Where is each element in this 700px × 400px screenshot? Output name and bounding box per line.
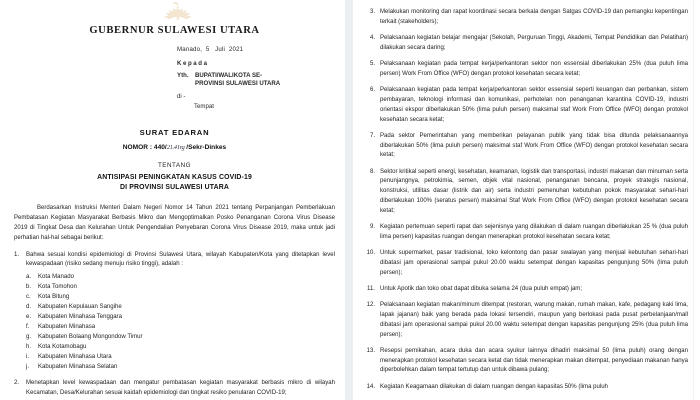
list-item <box>365 285 688 295</box>
list-item-marker: a. <box>26 274 32 281</box>
list-item <box>14 332 335 342</box>
list-item-text: Kabupaten Minahasa Selatan <box>38 364 118 371</box>
list-item-text: Kabupaten Bolaang Mongondow Timur <box>38 334 143 341</box>
list-item-text: Pelaksanaan kegiatan makan/minum ditempat (restoran, warung makan, rumah makan, kafe, pedagang kaki lima, lapak jajanan) baik yang berada pada lokasi tersendiri, maupun yang berlokasi pada pusat perbelanjaan/mall dibatasi jam operasional sampai pukul 20.00 waktu setempat dengan kapasitas pengunjung 25% (dua puluh lima persen); <box>380 302 688 338</box>
list-item-text: Untuk Apotik dan toko obat dapat dibuka selama 24 (dua puluh empat) jam; <box>380 285 583 292</box>
left-numbered-list <box>14 251 335 399</box>
list-item-marker: 13. <box>366 347 375 354</box>
letter-subject-line-1: ANTISIPASI PENINGKATAN KASUS COVID-19 <box>97 174 252 182</box>
list-item-marker: 3. <box>369 9 375 15</box>
list-item-marker: 8. <box>369 168 375 175</box>
garuda-emblem-watermark <box>140 0 210 22</box>
list-item <box>14 342 335 352</box>
tentang-label: TENTANG <box>157 162 192 170</box>
list-item <box>14 251 335 271</box>
page-title-gubernur: GUBERNUR SULAWESI UTARA <box>89 25 260 36</box>
nomor-suffix: /Sekr-Dinkes <box>186 144 227 152</box>
list-item-text: Resepsi pernikahan, acara duka dan acara syukur lainnya dihadiri maksimal 50 (lima puluh) orang dengan menerapkan protokol kesehatan secara ketat dan tidak menerapkan makan ditempat, penyediaan makanan hanya diperbolehkan dalam tempat tertutup dan untuk dibawa pulang; <box>380 347 688 374</box>
list-item-text: Pelaksanaan kegiatan belajar mengajar (Sekolah, Perguruan Tinggi, Akademi, Tempat Pendidikan dan Pelatihan) dilakukan secara daring; <box>380 35 688 51</box>
list-item <box>365 347 688 376</box>
list-item-text: Kota Bitung <box>38 294 70 301</box>
recipient-line-2: PROVINSI SULAWESI UTARA <box>195 80 281 88</box>
list-item-text: Pada sektor Pemerintahan yang memberikan pelayanan publik yang tidak bisa ditunda pelaksanaannya diberlakukan 50% (lima puluh persen) maksimal staf Work From Office (WFO) dengan protokol kesehatan secara ketat; <box>380 132 688 159</box>
address-block <box>14 46 335 111</box>
kepada-label: Kepada <box>177 59 209 67</box>
list-item <box>14 302 335 312</box>
list-item-marker: 7. <box>369 132 375 139</box>
list-item <box>14 379 335 399</box>
list-item-text: Kabupaten Minahasa <box>38 324 96 331</box>
list-item-marker: 2. <box>14 380 20 387</box>
list-item-marker: 12. <box>366 302 375 309</box>
list-item <box>14 272 335 282</box>
list-item <box>14 322 335 332</box>
list-item <box>365 168 688 217</box>
list-item-text: Kabupaten Minahasa Utara <box>38 354 112 361</box>
tempat-label: Tempat <box>194 102 214 110</box>
letter-number-line <box>14 144 335 151</box>
list-item-text: Untuk supermarket, pasar tradisional, toko kelontong dan pasar swalayan yang menjual kebutuhan sehari-hari dibatasi jam operasional sampai pukul 20.00 waktu setempat dengan kapasitas pengunjung 50% (lima puluh persen); <box>380 250 688 276</box>
document-page-right <box>353 0 700 400</box>
list-item <box>365 86 688 125</box>
nomor-handwritten-value: 21.41rg <box>166 144 185 152</box>
nomor-label: NOMOR : <box>122 144 153 152</box>
page-right-edge-line <box>693 0 694 400</box>
recipient-line-1: BUPATI/WALIKOTA SE- <box>195 71 263 79</box>
list-item <box>14 352 335 362</box>
list-item-text: Menetapkan level kewaspadaan dan mengatur pembatasan kegiatan masyarakat berbasis mikro di wilayah Kecamatan, Desa/Kelurahan sesuai kaidah epidemiologi dan tingkat resiko penularan COVID-19; <box>26 380 335 397</box>
list-item <box>14 282 335 292</box>
letter-date: Manado, 5 Juli 2021 <box>177 46 244 53</box>
list-item-marker: 11. <box>367 285 375 292</box>
list-item-text: Kota Kotamobagu <box>38 344 87 351</box>
list-item <box>365 249 688 278</box>
list-item-marker: 9. <box>369 224 375 231</box>
list-item-text: Bahwa sesuai kondisi epidemiologi di Provinsi Sulawesi Utara, wilayah Kabupaten/Kota yang ditetapkan level kewaspadaan (risiko sedang menuju risiko tinggi), adalah : <box>26 251 335 268</box>
list-item-marker: 10. <box>366 250 375 257</box>
letter-subject-line-2: DI PROVINSI SULAWESI UTARA <box>119 184 230 192</box>
list-item <box>365 34 688 54</box>
list-item <box>365 301 688 340</box>
list-item-text: Pelaksanaan kegiatan pada tempat kerja/perkantoran sektor non essensial diberlakukan 25% (dua puluh lima persen) Work From Office (WFO) dengan protokol kesehatan secara ketat; <box>380 61 688 77</box>
recipient-row <box>177 72 335 89</box>
list-item-text: Sektor kritikal seperti energi, kesehatan, keamanan, logistik dan transportasi, industri makanan dan minuman serta penunjangnya, petrokimia, semen, objek vital nasional, penanganan bencana, proyek strategis nasional, konstruksi, utilitas dasar (listrik dan air) serta industri pemenuhan kebutuhan pokok masyarakat sehari-hari diberlakukan 100% (seratus persen) maksimal Staf Work From Office (WFO) dengan protokol kesehatan secara ketat; <box>380 168 688 214</box>
di-label: di - <box>177 92 186 100</box>
page-gutter-divider <box>345 0 353 400</box>
list-item <box>365 60 688 80</box>
list-item-text: Melakukan monitoring dan rapat koordinasi secara berkala dengan Satgas COVID-19 dan pemangku kepentingan terkait (stakeholders); <box>380 9 688 25</box>
right-numbered-list <box>353 0 700 400</box>
list-item-marker: 6. <box>369 87 375 94</box>
recipient-name <box>195 72 280 89</box>
list-item <box>14 312 335 322</box>
list-item-text: Kota Tomohon <box>38 284 77 291</box>
opening-paragraph: Berdasarkan Instruksi Menteri Dalam Negeri Nomor 14 Tahun 2021 tentang Perpanjangan Pemberlakuan Pembatasan Kegiatan Masyarakat Berbasis Mikro dan Mengoptimalkan Posko Penanganan Corona Virus Disease 2019 di Tingkat Desa dan Kelurahan Untuk Pengendalian Penyebaran Corona Virus Disease 2019, maka untuk jadi perhatian hal-hal sebagai berikut: <box>14 205 335 241</box>
list-item-text: Kegiatan Keagamaan dilakukan di dalam ruangan dengan kapasitas 50% (lima puluh <box>380 383 608 390</box>
list-item-marker: 5. <box>369 61 375 68</box>
list-item-marker: f. <box>26 324 30 331</box>
list-item-marker: e. <box>26 314 32 321</box>
list-item-text: Kegiatan pertemuan seperti rapat dan sejenisnya yang dilakukan di dalam ruangan diberlakukan 25 % (dua puluh lima persen) kapasitas ruangan dengan menerapkan protokol kesehatan secara ketat; <box>380 224 688 240</box>
list-item-marker: 1. <box>14 251 20 258</box>
list-item-marker: j. <box>26 364 30 371</box>
region-sub-list <box>14 272 335 372</box>
list-item-marker: b. <box>26 284 32 291</box>
list-item <box>14 362 335 372</box>
list-item <box>365 383 688 393</box>
letter-type-heading: SURAT EDARAN <box>139 128 210 138</box>
list-item-marker: i. <box>26 354 30 361</box>
list-item-marker: h. <box>26 344 32 351</box>
yth-label: Yth. <box>177 71 189 79</box>
list-item <box>365 132 688 161</box>
list-item-text: Pelaksanaan kegiatan pada tempat kerja/perkantoran sektor essensial seperti keuangan dan perbankan, sistem pembayaran, teknologi informasi dan komunikasi, perhotelan non penanganan karantina COVID-19, industri orientasi ekspor diberlakukan 50% (lima puluh persen) maksimal staf Work From Office (WFO) dengan protokol kesehatan secara ketat; <box>380 87 688 123</box>
list-item-marker: c. <box>26 294 31 301</box>
list-item-marker: 4. <box>369 35 375 42</box>
list-item-marker: 14. <box>366 383 375 390</box>
list-item <box>14 292 335 302</box>
list-item <box>365 8 688 28</box>
list-item <box>365 223 688 243</box>
list-item-marker: d. <box>26 304 32 311</box>
list-item-text: Kota Manado <box>38 274 74 281</box>
letter-subject <box>14 173 335 193</box>
list-item-text: Kabupaten Minahasa Tenggara <box>38 314 122 321</box>
nomor-prefix: 440/ <box>153 144 167 152</box>
document-page-left <box>0 0 345 400</box>
list-item-marker: g. <box>26 334 32 341</box>
list-item-text: Kabupaten Kepulauan Sangihe <box>38 304 122 311</box>
